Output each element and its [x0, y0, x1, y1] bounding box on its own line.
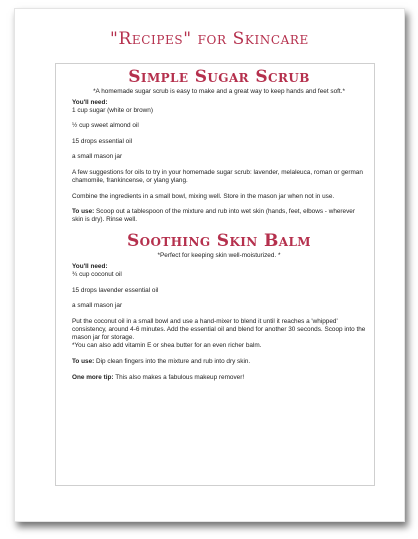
- balm-title: Soothing Skin Balm: [126, 231, 311, 252]
- scrub-need-label: You'll need:: [72, 99, 108, 107]
- scrub-ingredient: 1 cup sugar (white or brown): [72, 107, 153, 115]
- scrub-to-use-label: To use:: [72, 207, 95, 215]
- balm-to-use-text: Dip clean fingers into the mixture and rub into dry skin.: [94, 357, 251, 365]
- scrub-ingredient: ½ cup sweet almond oil: [72, 122, 139, 130]
- scrub-ingredient: 15 drops essential oil: [72, 137, 133, 145]
- balm-to-use-label: To use:: [72, 357, 95, 365]
- recipe-box: [55, 63, 375, 486]
- balm-need-label: You'll need:: [72, 263, 108, 271]
- document-page: [14, 8, 405, 522]
- scrub-title: Simple Sugar Scrub: [128, 67, 310, 87]
- balm-ingredient: ¾ cup coconut oil: [72, 271, 122, 279]
- balm-tip-label: One more tip:: [72, 373, 114, 381]
- scrub-subtitle: *A homemade sugar scrub is easy to make and a great way to keep hands and feet soft.*: [93, 88, 345, 95]
- balm-to-use: [72, 358, 366, 366]
- scrub-ingredient: a small mason jar: [72, 153, 123, 161]
- scrub-to-use-text: Scoop out a tablespoon of the mixture and rub into wet skin (hands, feet, elbows - wherever skin is dry). Rinse well.: [72, 207, 355, 223]
- balm-note: *You can also add vitamin E or shea butter for an even richer balm.: [72, 342, 262, 350]
- page-title: "Recipes" for Skincare: [110, 29, 309, 49]
- balm-method: Put the coconut oil in a small bowl and use a hand-mixer to blend it until it reaches a 'whipped' consistency, around 4-6 minutes. Add the essential oil and blend for another 30 seconds. Scoop into the mason jar for storage.: [72, 318, 366, 342]
- balm-tip-text: This also makes a fabulous makeup remover!: [113, 373, 245, 381]
- balm-tip: [72, 374, 366, 382]
- balm-subtitle: *Perfect for keeping skin well-moisturized. *: [157, 252, 281, 260]
- balm-ingredient: a small mason jar: [72, 301, 123, 309]
- balm-ingredient: 15 drops lavender essential oil: [72, 286, 159, 294]
- scrub-combine: Combine the ingredients in a small bowl, mixing well. Store in the mason jar when not in use.: [72, 192, 335, 200]
- scrub-to-use: [72, 208, 366, 224]
- scrub-suggestions: A few suggestions for oils to try in your homemade sugar scrub: lavender, melaleuca, roman or german chamomile, frankincense, or ylang ylang.: [72, 169, 363, 185]
